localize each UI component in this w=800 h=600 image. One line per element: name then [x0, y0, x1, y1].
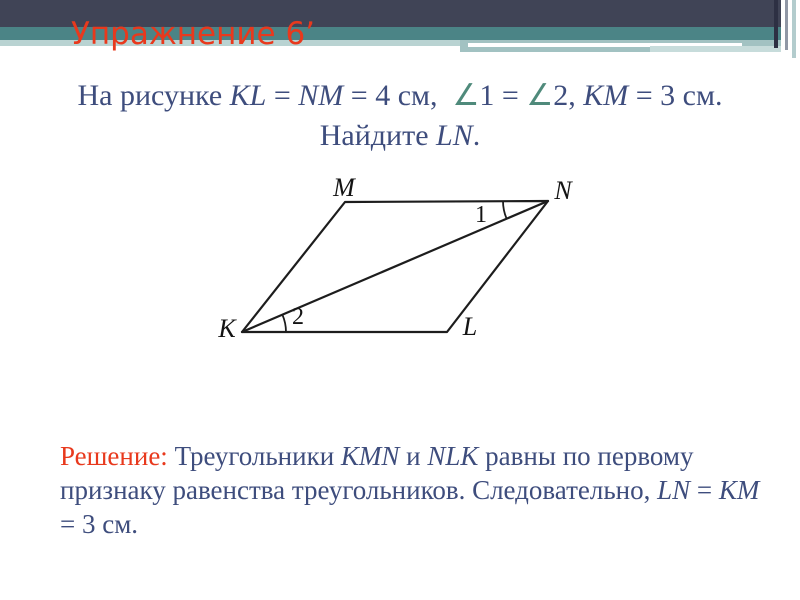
header-corner-divider: [774, 0, 778, 48]
problem-line-1: На рисунке KL = NM = 4 см, ∠1 = ∠2, KM = 3 см.: [77, 79, 723, 112]
solution-line-2: признаку равенства треугольников. Следовательно, LN = KM: [60, 475, 760, 505]
corner-stripe-5: [796, 0, 800, 58]
header-stripe-step: [650, 46, 781, 52]
slide-title: Упражнение 6’: [71, 16, 316, 52]
solution-line-3: = 3 см.: [60, 509, 139, 539]
solution-text: [60, 439, 772, 541]
problem-statement: [0, 76, 800, 156]
problem-line-2: Найдите LN.: [319, 119, 481, 152]
angle-2-arc: [282, 315, 286, 332]
parallelogram-figure: [200, 165, 590, 350]
angle-label-2: 2: [292, 304, 304, 330]
angle-1-arc: [503, 201, 507, 219]
solution-line-1: Решение: Треугольники KMN и NLK равны по первому: [60, 441, 694, 471]
vertex-label-m: M: [333, 173, 355, 202]
vertex-label-l: L: [462, 312, 478, 341]
angle-label-1: 1: [475, 202, 487, 228]
vertex-label-n: N: [554, 176, 572, 205]
vertex-label-k: K: [218, 314, 236, 343]
diagonal-kn: [242, 201, 548, 332]
